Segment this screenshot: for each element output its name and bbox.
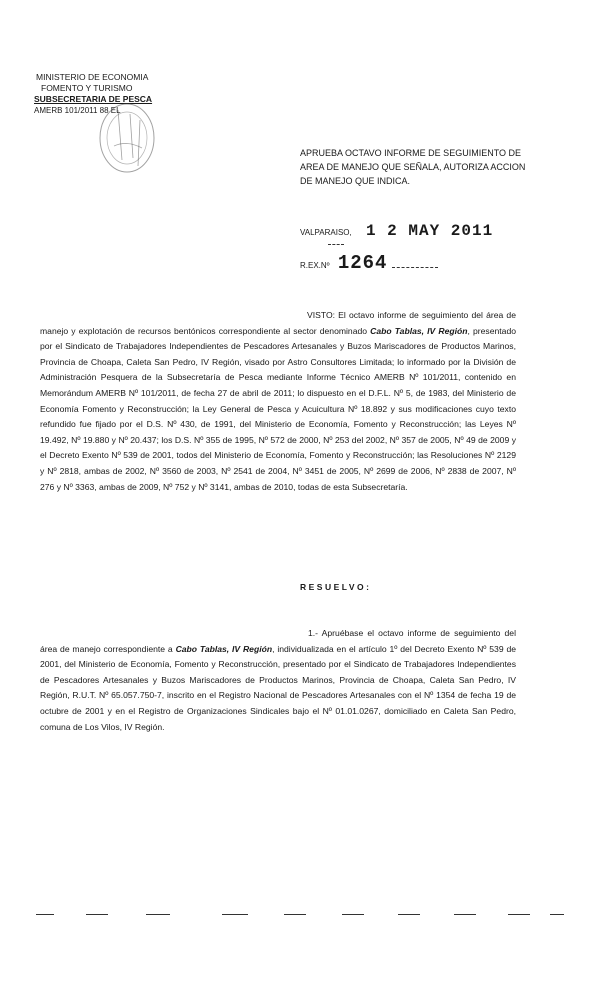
item1-text-2: , individualizada en el artículo 1º del Decreto Exento Nº 539 de 2001, del Ministerio de Economía, Fomento y Reconstrucción, presentado por el Sindicato de Trabajadores Independientes de Pescadores Artesanales y Buzos Mariscadores de Productos Marinos, Provincia de Choapa, Caleta San Pedro, IV Región, R.U.T. Nº 65.057.750-7, inscrito en el Registro Nacional de Pescadores Artesanales con el Nº 1354 de fecha 19 de octubre de 2001 y en el Registro de Organizaciones Sindicales bajo el Nº 01.01.0267, domiciliado en Caleta San Pedro, comuna de Los Vilos, IV Región. <box>40 643 517 732</box>
document-subject: APRUEBA OCTAVO INFORME DE SEGUIMIENTO DE AREA DE MANEJO QUE SEÑALA, AUTORIZA ACCION DE MANEJO QUE INDICA. <box>300 148 526 186</box>
divider <box>328 244 344 245</box>
item1-text-1: 1.- Apruébase el octavo informe de seguimiento del área de manejo correspondiente a <box>40 628 516 654</box>
number-underline <box>392 267 438 268</box>
letterhead-ministry-2: FOMENTO Y TURISMO <box>41 83 133 93</box>
footer-dashes <box>36 914 566 916</box>
item1-location: Cabo Tablas, IV Región <box>175 643 273 654</box>
resolution-item-1 <box>40 626 516 735</box>
resolution-number-line <box>300 252 540 274</box>
date-stamp: 1 2 MAY 2011 <box>365 222 494 240</box>
letterhead-reference: AMERB 101/2011 88 EL <box>34 106 121 115</box>
official-seal-stamp <box>96 100 158 176</box>
letterhead-subsecretaria: SUBSECRETARIA DE PESCA <box>34 94 153 104</box>
visto-paragraph <box>40 308 516 495</box>
resolution-number: 1264 <box>337 252 388 274</box>
resuelvo-heading: RESUELVO: <box>300 582 372 592</box>
visto-text-1: VISTO: El octavo informe de seguimiento del área de manejo y explotación de recursos bentónicos correspondiente al sector denominado <box>40 310 516 336</box>
visto-location: Cabo Tablas, IV Región <box>370 325 468 336</box>
date-line <box>300 222 540 240</box>
visto-text-2: , presentado por el Sindicato de Trabajadores Independientes de Pescadores Artesanales y Buzos Mariscadores de Productos Marinos, Provincia de Choapa, Caleta San Pedro, IV Región, visado por Astro Consultores Limitada; lo informado por la División de Administración Pesquera de la Subsecretaría de Pesca mediante Informe Técnico AMERB Nº 101/2011, contenido en Memorándum AMERB Nº 101/2011, de fecha 27 de abril de 2011; lo dispuesto en el D.F.L. Nº 5, de 1983, del Ministerio de Economía Fomento y Reconstrucción; la Ley General de Pesca y Acuicultura Nº 18.892 y sus modificaciones cuyo texto refundido fue fijado por el D.S. Nº 430, de 1991, del Ministerio de Economía, Fomento y Reconstrucción; las Leyes Nº 19.492, Nº 19.880 y Nº 20.437; los D.S. Nº 355 de 1995, Nº 572 de 2000, Nº 253 del 2002, Nº 357 de 2005, Nº 49 de 2009 y el Decreto Exento Nº 539 de 2001, todos del Ministerio de Economía, Fomento y Reconstrucción; las Resoluciones Nº 2129 y Nº 2818, ambas de 2002, Nº 3560 de 2003, Nº 2541 de 2004, Nº 3451 de 2005, Nº 2699 de 2006, Nº 2838 de 2007, Nº 276 y Nº 3363, ambas de 2009, Nº 752 y Nº 3141, ambas de 2010, todas de esta Subsecretaría. <box>40 325 517 492</box>
place-label: VALPARAISO, <box>300 228 352 237</box>
rex-label: R.EX.Nº <box>300 261 330 270</box>
letterhead-ministry: MINISTERIO DE ECONOMIA <box>36 72 149 82</box>
